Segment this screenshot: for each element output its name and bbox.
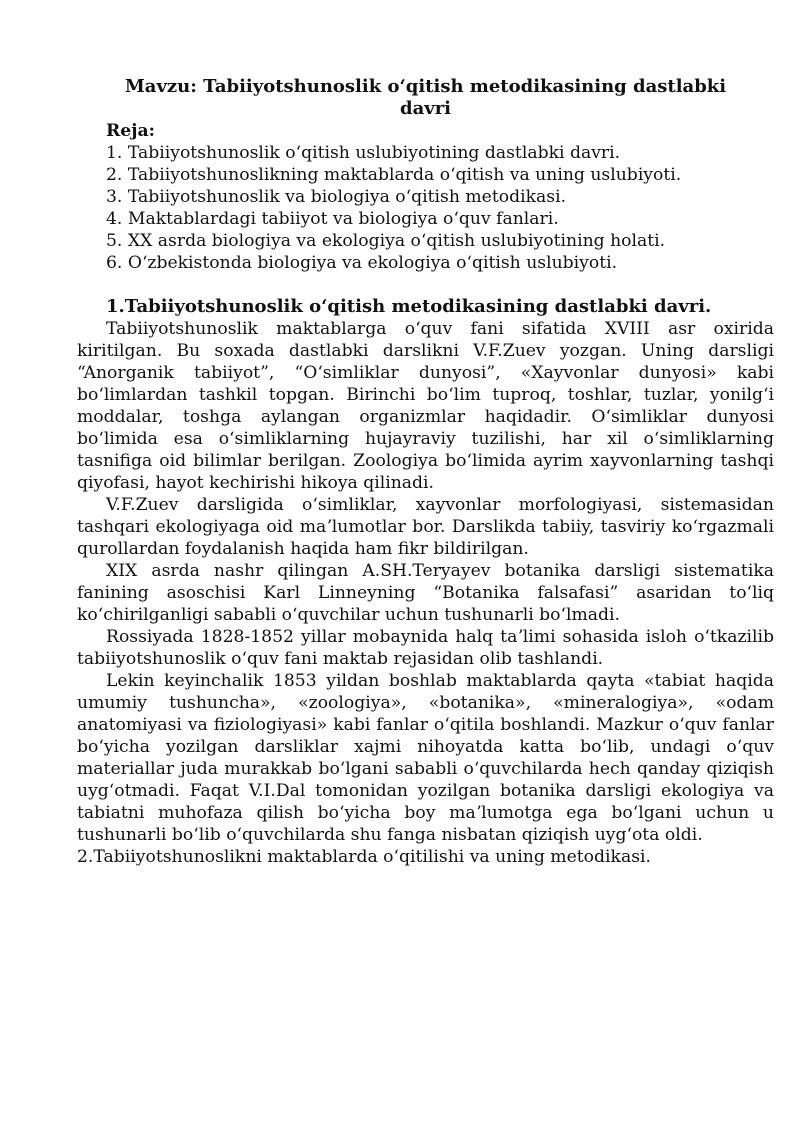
plan-item: 2. Tabiiyotshunoslikning maktablarda oʻqitish va uning uslubiyoti. xyxy=(106,165,682,185)
paragraph: XIX asrda nashr qilingan A.SH.Teryayev botanika darsligi sistematika fanining asoschisi Karl Linneyning “Botanika falsafasi” asaridan toʻliq koʻchirilganligi sababli oʻquvchilar uchun tushunarli boʻlmadi. xyxy=(77,561,774,625)
document-title: Mavzu: Tabiiyotshunoslik oʻqitish metodikasining dastlabki davri xyxy=(124,76,727,119)
plan-list xyxy=(77,142,774,274)
plan-item: 5. XX asrda biologiya va ekologiya oʻqitish uslubiyotining holati. xyxy=(106,231,666,251)
section-2-heading: 2.Tabiiyotshunoslikni maktablarda oʻqitilishi va uning metodikasi. xyxy=(77,847,651,867)
plan-item: 4. Maktablardagi tabiiyot va biologiya oʻquv fanlari. xyxy=(106,209,559,229)
paragraph: V.F.Zuev darsligida oʻsimliklar, xayvonlar morfologiyasi, sistemasidan tashqari ekologiyaga oid maʼlumotlar bor. Darslikda tabiiy, tasviriy koʻrgazmali qurollardan foydalanish haqida ham fikr bildirilgan. xyxy=(77,495,774,559)
section-1-heading: 1.Tabiiyotshunoslik oʻqitish metodikasining dastlabki davri. xyxy=(106,296,712,317)
paragraph: Rossiyada 1828-1852 yillar mobaynida halq taʼlimi sohasida isloh oʻtkazilib tabiiyotshunoslik oʻquv fani maktab rejasidan olib tashlandi. xyxy=(77,627,774,669)
paragraph: Tabiiyotshunoslik maktablarga oʻquv fani sifatida XVIII asr oxirida kiritilgan. Bu soxada dastlabki darslikni V.F.Zuev yozgan. Uning darsligi “Anorganik tabiiyot”, “Oʻsimliklar dunyosi”, «Xayvonlar dunyosi» kabi boʻlimlardan tashkil topgan. Birinchi boʻlim tuproq, toshlar, tuzlar, yonilgʻi moddalar, toshga aylangan organizmlar haqidadir. Oʻsimliklar dunyosi boʻlimida esa oʻsimliklarning hujayraviy tuzilishi, har xil oʻsimliklarning tasnifiga oid bilimlar berilgan. Zoologiya boʻlimida ayrim xayvonlarning tashqi qiyofasi, hayot kechirishi hikoya qilinadi. xyxy=(77,319,774,493)
plan-label: Reja: xyxy=(106,121,155,141)
paragraph: Lekin keyinchalik 1853 yildan boshlab maktablarda qayta «tabiat haqida umumiy tushuncha», «zoologiya», «botanika», «mineralogiya», «odam anatomiyasi va fiziologiyasi» kabi fanlar oʻqitila boshlandi. Mazkur oʻquv fanlar boʻyicha yozilgan darsliklar xajmi nihoyatda katta boʻlib, undagi oʻquv materiallar juda murakkab boʻlgani sababli oʻquvchilarda hech qanday qiziqish uygʻotmadi. Faqat V.I.Dal tomonidan yozilgan botanika darsligi ekologiya va tabiatni muhofaza qilish boʻyicha boy maʼlumotga ega boʻlgani uchun u tushunarli boʻlib oʻquvchilarda shu fanga nisbatan qiziqish uygʻota oldi. xyxy=(77,671,774,845)
plan-item: 1. Tabiiyotshunoslik oʻqitish uslubiyotining dastlabki davri. xyxy=(106,143,621,163)
plan-item: 6. Oʻzbekistonda biologiya va ekologiya oʻqitish uslubiyoti. xyxy=(106,253,618,273)
document-page xyxy=(77,76,774,868)
plan-item: 3. Tabiiyotshunoslik va biologiya oʻqitish metodikasi. xyxy=(106,187,567,207)
spacer xyxy=(77,274,774,296)
